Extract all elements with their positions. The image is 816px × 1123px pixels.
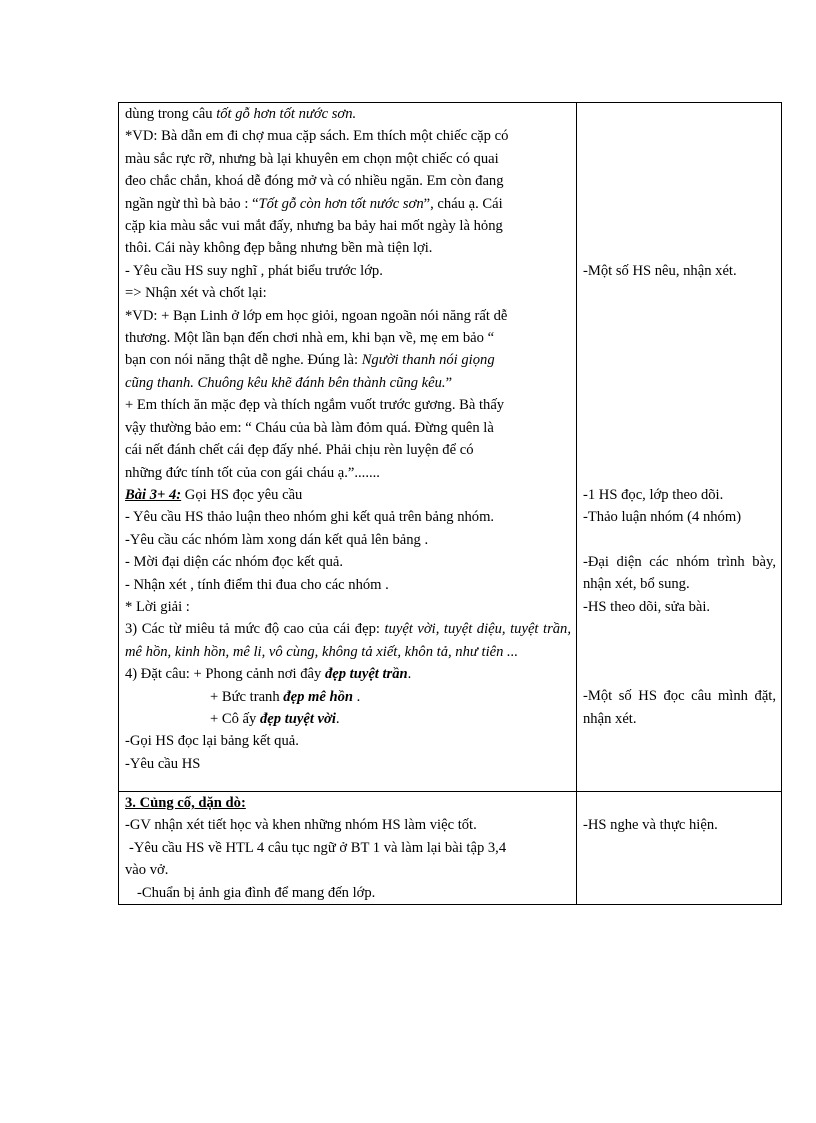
text-line: -HS theo dõi, sửa bài. [583, 598, 711, 615]
text-line: thương. Một lần bạn đến chơi nhà em, khi bạn về, mẹ em bảo “ [125, 330, 495, 347]
text-line: -Gọi HS đọc lại bảng kết quả. [125, 733, 299, 750]
text-line: đeo chắc chắn, khoá dễ đóng mở và có nhiều ngăn. Em còn đang [125, 173, 504, 190]
activity-row [119, 103, 782, 792]
consolidation-row [119, 792, 782, 905]
text-line: -HS nghe và thực hiện. [583, 817, 718, 834]
text-line: + Em thích ăn mặc đẹp và thích ngắm vuốt trước gương. Bà thấy [125, 397, 505, 414]
text-line: bạn con nói năng thật dễ nghe. Đúng là: Người thanh nói giọng [125, 352, 495, 369]
text-line: màu sắc rực rỡ, nhưng bà lại khuyên em chọn một chiếc có quai [125, 150, 499, 167]
text-line: -Đại diện các nhóm trình bày, nhận xét, bổ sung. [583, 553, 776, 593]
text-line: dùng trong câu tốt gỗ hơn tốt nước sơn. [125, 106, 357, 122]
text-line: ngần ngừ thì bà bảo : “Tốt gỗ còn hơn tốt nước sơn”, cháu ạ. Cái [125, 195, 503, 212]
teacher-activity-cell [119, 792, 577, 905]
teacher-activity-cell [119, 103, 577, 792]
text-line: cũng thanh. Chuông kêu khẽ đánh bên thành cũng kêu.” [125, 374, 453, 391]
text-line: => Nhận xét và chốt lại: [125, 285, 267, 302]
text-line: - Yêu cầu HS thảo luận theo nhóm ghi kết quả trên bảng nhóm. [125, 509, 495, 526]
text-line: -Một số HS nêu, nhận xét. [583, 262, 737, 279]
text-line: thôi. Cái này không đẹp bằng nhưng bền mà tiện lợi. [125, 240, 433, 257]
text-line: những đức tính tốt của con gái cháu ạ.”....... [125, 464, 380, 481]
text-line: 4) Đặt câu: + Phong cảnh nơi đây đẹp tuyệt trần. [125, 666, 412, 683]
text-line: *VD: Bà dẫn em đi chợ mua cặp sách. Em thích một chiếc cặp có [125, 128, 509, 145]
text-line: -Chuẩn bị ảnh gia đình để mang đến lớp. [137, 884, 376, 901]
text-line: vậy thường bảo em: “ Cháu của bà làm đỏm quá. Đừng quên là [125, 419, 494, 436]
answer-paragraph: 3) Các từ miêu tả mức độ cao của cái đẹp: tuyệt vời, tuyệt diệu, tuyệt trần, mê hồn, kinh hồn, mê li, vô cùng, không tả xiết, khôn tả, như tiên ... [125, 621, 572, 660]
text-line: + Bức tranh đẹp mê hồn . [210, 688, 361, 705]
text-line: - Nhận xét , tính điểm thi đua cho các nhóm . [125, 576, 389, 593]
text-line: cái nết đánh chết cái đẹp đấy nhé. Phải chịu rèn luyện để có [125, 442, 474, 459]
text-line: -Yêu cầu HS về HTL 4 câu tục ngữ ở BT 1 và làm lại bài tập 3,4 [129, 839, 507, 856]
text-line: - Yêu cầu HS suy nghĩ , phát biểu trước lớp. [125, 262, 383, 279]
text-line: -Thảo luận nhóm (4 nhóm) [583, 509, 742, 526]
text-line: -Một số HS đọc câu mình đặt, nhận xét. [583, 688, 776, 727]
text-line: -GV nhận xét tiết học và khen những nhóm HS làm việc tốt. [125, 817, 477, 834]
text-line: - Mời đại diện các nhóm đọc kết quả. [125, 554, 344, 571]
student-activity-cell [577, 792, 782, 905]
text-line: + Cô ấy đẹp tuyệt vời. [210, 710, 340, 727]
text-line: cặp kia màu sắc vui mắt đấy, nhưng ba bảy hai mốt ngày là hỏng [125, 218, 503, 235]
text-line: *VD: + Bạn Linh ở lớp em học giỏi, ngoan ngoãn nói năng rất dễ [125, 307, 508, 324]
section-heading: 3. Củng cố, dặn dò: [125, 795, 246, 811]
text-line: -1 HS đọc, lớp theo dõi. [583, 486, 724, 503]
exercise-heading: Bài 3+ 4: Gọi HS đọc yêu cầu [125, 486, 303, 503]
student-activity-cell [577, 103, 782, 792]
lesson-plan-table [118, 102, 782, 905]
text-line: -Yêu cầu các nhóm làm xong dán kết quả lên bảng . [125, 531, 429, 548]
text-line: vào vở. [125, 862, 169, 879]
text-line: -Yêu cầu HS [125, 755, 201, 772]
text-line: * Lời giải : [125, 598, 190, 615]
